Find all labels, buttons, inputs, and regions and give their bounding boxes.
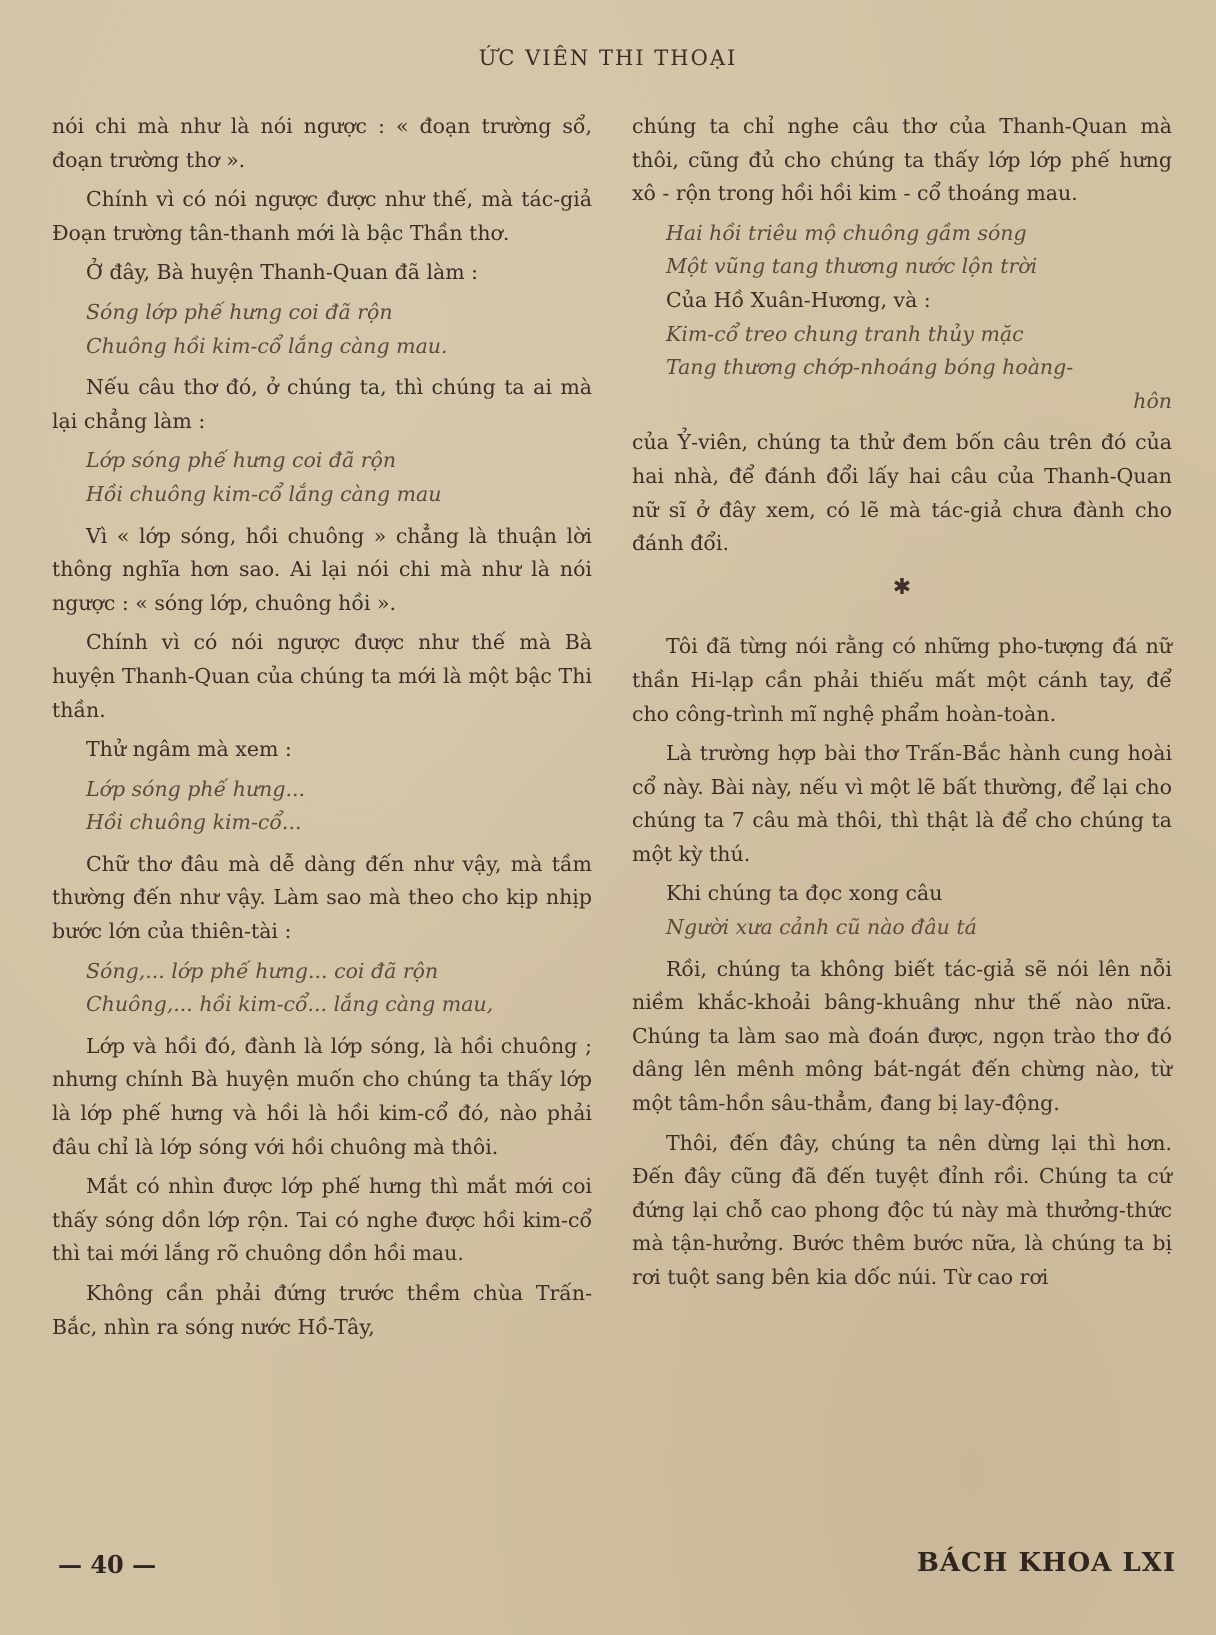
verse-line: Sóng,... lớp phế hưng... coi đã rộn <box>86 958 439 983</box>
paragraph: Mắt có nhìn được lớp phế hưng thì mắt mới coi thấy sóng dồn lớp rộn. Tai có nghe được hồi kim-cổ thì tai mới lắng rõ chuông dồn hồi mau. <box>52 1174 592 1266</box>
verse-line: Một vũng tang thương nước lộn trời <box>666 254 1038 279</box>
verse-attribution: Của Hồ Xuân-Hương, và : <box>666 287 931 312</box>
paragraph: Vì « lớp sóng, hồi chuông » chẳng là thuận lời thông nghĩa hơn sao. Ai lại nói chi mà như là nói ngược : « sóng lớp, chuông hồi ». <box>52 523 592 615</box>
paragraph: chúng ta chỉ nghe câu thơ của Thanh-Quan mà thôi, cũng đủ cho chúng ta thấy lớp lớp phế hưng xô - rộn trong hồi hồi kim - cổ thoáng mau. <box>632 114 1172 206</box>
verse-line: Chuông,... hồi kim-cổ... lắng càng mau, <box>86 992 494 1017</box>
left-column <box>52 110 592 1350</box>
paragraph: Thử ngâm mà xem : <box>86 737 292 762</box>
section-separator: ✱ <box>892 574 912 600</box>
verse-line: Hồi chuông kim-cổ lắng càng mau <box>86 481 442 506</box>
paragraph: của Ỷ-viên, chúng ta thử đem bốn câu trên đó của hai nhà, để đánh đổi lấy hai câu của Thanh-Quan nữ sĩ ở đây xem, có lẽ mà tác-giả chưa đành cho đánh đổi. <box>632 430 1172 556</box>
verse-line: Lớp sóng phế hưng coi đã rộn <box>86 448 397 473</box>
verse-line: Lớp sóng phế hưng... <box>86 776 306 801</box>
verse-line: Hai hồi triêu mộ chuông gầm sóng <box>666 220 1027 245</box>
paragraph: Chính vì có nói ngược được như thế, mà tác-giả Đoạn trường tân-thanh mới là bậc Thần thơ. <box>52 187 592 245</box>
verse-line: Kim-cổ treo chung tranh thủy mặc <box>666 321 1024 346</box>
verse-line: Người xưa cảnh cũ nào đâu tá <box>666 915 977 940</box>
paragraph: nói chi mà như là nói ngược : « đoạn trường sổ, đoạn trường thơ ». <box>52 114 592 172</box>
right-column <box>632 110 1172 1301</box>
paragraph: Không cần phải đứng trước thềm chùa Trấn-Bắc, nhìn ra sóng nước Hồ-Tây, <box>52 1281 592 1339</box>
verse-line-continuation: hôn <box>1133 388 1172 413</box>
paragraph: Nếu câu thơ đó, ở chúng ta, thì chúng ta ai mà lại chẳng làm : <box>52 375 592 433</box>
verse-line: Hồi chuông kim-cổ... <box>86 810 302 835</box>
page-number: — 40 — <box>58 1550 157 1579</box>
paragraph: Lớp và hồi đó, đành là lớp sóng, là hồi chuông ; nhưng chính Bà huyện muốn cho chúng ta thấy lớp là lớp phế hưng và hồi là hồi kim-cổ đó, nào phải đâu chỉ là lớp sóng với hồi chuông mà thôi. <box>52 1033 592 1159</box>
paragraph: Ở đây, Bà huyện Thanh-Quan đã làm : <box>86 260 479 285</box>
verse-line: Chuông hồi kim-cổ lắng càng mau. <box>86 333 448 358</box>
paragraph: Chính vì có nói ngược được như thế mà Bà huyện Thanh-Quan của chúng ta mới là một bậc Thi thần. <box>52 630 592 722</box>
paragraph: Là trường hợp bài thơ Trấn-Bắc hành cung hoài cổ này. Bài này, nếu vì một lẽ bất thường, để lại cho chúng ta 7 câu mà thôi, thì thật là để cho chúng ta một kỳ thú. <box>632 741 1172 866</box>
magazine-title: BÁCH KHOA LXI <box>916 1548 1176 1578</box>
paragraph: Chữ thơ đâu mà dễ dàng đến như vậy, mà tầm thường đến như vậy. Làm sao mà theo cho kịp nhịp bước lớn của thiên-tài : <box>52 851 592 944</box>
paragraph: Thôi, đến đây, chúng ta nên dừng lại thì hơn. Đến đây cũng đã đến tuyệt đỉnh rồi. Chúng ta cứ đứng lại chỗ cao phong độc tú này mà thưởng-thức mà tận-hưởng. Bước thêm bước nữa, là chúng ta bị rơi tuột sang bên kia dốc núi. Từ cao rơi <box>632 1130 1172 1289</box>
verse-line: Sóng lớp phế hưng coi đã rộn <box>86 299 393 324</box>
verse-intro: Khi chúng ta đọc xong câu <box>666 881 943 906</box>
verse-line: Tang thương chớp-nhoáng bóng hoàng- <box>666 355 1074 380</box>
paragraph: Rồi, chúng ta không biết tác-giả sẽ nói lên nỗi niềm khắc-khoải bâng-khuâng như thế nào nữa. Chúng ta làm sao mà đoán được, ngọn trào thơ đó dâng lên mênh mông bát-ngát đến chừng nào, từ một tâm-hồn sâu-thẳm, đang bị lay-động. <box>632 956 1172 1116</box>
paragraph: Tôi đã từng nói rằng có những pho-tượng đá nữ thần Hi-lạp cần phải thiếu mất một cánh tay, để cho công-trình mĩ nghệ phẩm hoàn-toàn. <box>632 634 1172 726</box>
running-title: ỨC VIÊN THI THOẠI <box>478 46 738 70</box>
